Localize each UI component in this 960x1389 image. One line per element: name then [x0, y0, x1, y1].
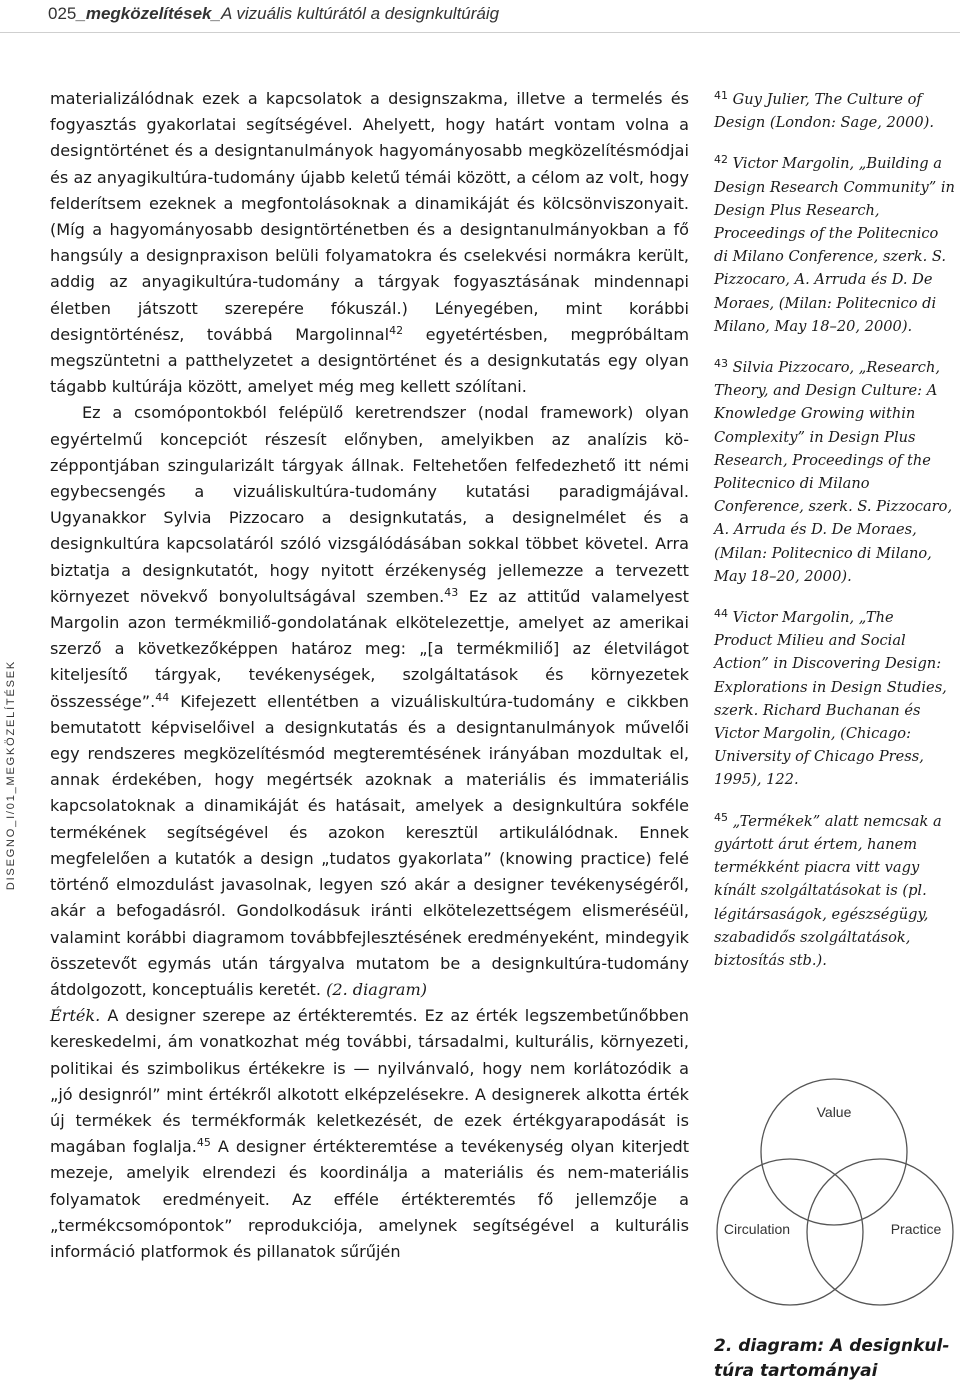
section-title: _megközelítések: [76, 4, 212, 23]
circulation-label: Circulation: [723, 1221, 791, 1237]
paragraph-2: [50, 400, 689, 1003]
footnote-number: 41: [714, 89, 728, 102]
side-label-text: DISEGNO_I/01_MEGKÖZELÍTÉSEK: [5, 660, 17, 891]
footnote-45: [714, 810, 956, 972]
footnotes-column: [714, 88, 956, 990]
running-header: [48, 2, 499, 34]
practice-label: Practice: [890, 1221, 942, 1237]
footnote-number: 44: [714, 607, 728, 621]
text-run: A designer értékteremtése a tevékenység olyan kiterjedt mezeje, amelyik elrendezi és koordinálja a materiális és nem-materiális folyamatok eredményeit. Az efféle értékteremtés fő jellemzője a „termékcsomópontok” reprodukciója, amelynek segítségével a kulturális információ platformok és pillanatok sűrűjén: [50, 1137, 689, 1261]
text-run: A designer szerepe az értékteremtés. Ez az érték legszembetűnőbben kereskedelmi, ám vonatkozhat még további, társadalmi, kulturális, környezeti, politikai és szimbolikus értékekre is — nyilvánvaló, hogy nem korlátozódik a „jó designról” mint értékről alkotott elképzelésekre. A designerek alkotta érték új termékek és termékformák keletkezését, de ezek értékgyarapodását is magában foglalja.: [50, 1006, 689, 1157]
text-run: egyetértésben, megpróbáltam megszüntetni a patthelyzetet a designtörténet és a designkutatás egy olyan tágabb kultúrája között, amelyet még meg kellett szólítani.: [50, 324, 689, 397]
text-run: Kifejezett ellentétben a vizuáliskultúra-tudomány e cikkben bemutatott képviselőivel a designkutatás és a designtanulmányok művelői egy rendszeres megközelítésmód megteremtésének irányában mozdultak el, annak érdekében, hogy megértsék azoknak a materiális és immateriális kapcsolatoknak a dinamikáját és hatásait, amelyek a designkultúra sokféle termékének segítségével és azokon keresztül artikulálódnak. Ennek megfelelően a kutatók a design „tudatos gyakorlata” (knowing practice) felé történő elmozdulást javasolnak, legyen szó akár a designer tevékenységéről, akár a befogadásról. Gondolkodásuk iránti elkötelezettségem elismeréséül, valamint korábbi diagramom továbbfejlesztésének eredményeként, mindegyik összetevőt egymás után tárgyalva mutatom be a designkultúra-tudomány átdolgozott, konceptuális keretét.: [50, 691, 689, 999]
footnote-43: [714, 356, 956, 588]
footnote-text: „Termékek” alatt nemcsak a gyártott árut értem, hanem termékként piacra vitt vagy kínált szolgáltatásokat is (pl. légitársaságok, egészségügy, szabadidős szolgáltatások, biztosítás stb.).: [714, 812, 942, 969]
venn-diagram: [712, 1072, 958, 1322]
footnote-41: [714, 88, 956, 134]
header-divider: [0, 32, 960, 33]
footnote-number: 42: [714, 153, 728, 167]
footnote-ref-42: 42: [389, 323, 404, 337]
footnote-ref-43: 43: [444, 585, 459, 599]
chapter-title: _A vizuális kultúrától a designkultúráig: [211, 4, 500, 23]
text-run: materializálódnak ezek a kapcsolatok a designszakma, illetve a termelés és fogyasztás gyakorlatai segítségével. Ahelyett, hogy határt vontam volna a designtörténet és a designtanulmányok hagyományosabb megközelítésmódjai és az anyagikultúra-tudomány újabb keletű témái között, a célom az volt, hogy felderítsem ezeknek a megfontolásoknak a dinamikáját és kölcsönviszonyait. (Míg a hagyományosabb designtörténetben és a designtanulmányokban a fő hangsúly a designpraxison belüli folyamatokra és cselekvési normákra került, addig az anyagikultúra-tudomány a tárgyak fogyasztásának mindennapi életben játszott szerepére fókuszál.) Lényegében, mint korábbi designtörténész, továbbá Margolinnal: [50, 89, 689, 344]
text-run: Ez az attitűd valamelyest Margolin azon termékmiliő-gondolatának elkötelezettje, amelyet az amerikai szerző a következőképpen határoz meg: „[a termékmiliő] az életvilágot kiteljesítő tárgyak, tevékenységek, szolgáltatások és környezetek összessége”.: [50, 586, 689, 711]
footnote-42: [714, 152, 956, 338]
footnote-ref-44: 44: [155, 690, 170, 704]
main-text: [50, 86, 689, 1265]
paragraph-1: [50, 86, 689, 400]
footnote-text: Silvia Pizzocaro, „Research, Theory, and Design Culture: A Knowledge Growing within Complexity” in Design Plus Research, Proceedings of the Politecnico di Milano Conference, szerk. S. Pizzocaro, A. Arruda és D. De Moraes, (Milan: Politecnico di Milano, May 18–20, 2000).: [714, 359, 953, 585]
venn-svg: [712, 1072, 958, 1322]
paragraph-3: [50, 1003, 689, 1265]
footnote-text: Victor Margolin, „Building a Design Research Community” in Design Plus Research, Proceedings of the Politecnico di Milano Conference, szerk. S. Pizzocaro, A. Arruda és D. De Moraes, (Milan: Politecnico di Milano, May 18–20, 2000).: [714, 155, 955, 335]
page-number: 025: [48, 4, 77, 23]
footnote-text: Guy Julier, The Culture of Design (London: Sage, 2000).: [714, 91, 934, 132]
diagram-caption: 2. diagram: A designkultúra tartományai: [714, 1336, 950, 1381]
value-label: Value: [816, 1104, 852, 1120]
side-label: [2, 660, 20, 1220]
footnote-number: 45: [714, 810, 728, 824]
footnote-ref-45: 45: [196, 1136, 211, 1150]
footnote-text: Victor Margolin, „The Product Milieu and Social Action” in Discovering Design: Explorations in Design Studies, szerk. Richard Buchanan és Victor Margolin, (Chicago: University of Chicago Press, 1995), 122.: [714, 609, 947, 789]
value-circle: [761, 1079, 907, 1225]
term-value: Érték.: [50, 1006, 101, 1026]
footnote-44: [714, 606, 956, 792]
text-run: Ez a csomópontokból felépülő keretrendszer (nodal framework) olyan egyértelmű koncepciót részesít előnyben, amelyikben az analízis középpontjában szingularizált tárgyak állnak. Feltehetően felfedezhető itt némi egybecsengés a vizuáliskultúra-tudomány kutatási paradigmájával. Ugyanakkor Sylvia Pizzocaro a designkutatás, a designelmélet és a designkultúra kapcsolatáról szóló vizsgálódásában sokkal többet követel. Arra biztatja a designkutatót, hogy nyitott érzékenység jellemezze a tervezett környezet növekvő bonyolultságával szemben.: [50, 403, 689, 606]
footnote-number: 43: [714, 357, 728, 371]
diagram-reference: (2. diagram): [326, 979, 427, 999]
